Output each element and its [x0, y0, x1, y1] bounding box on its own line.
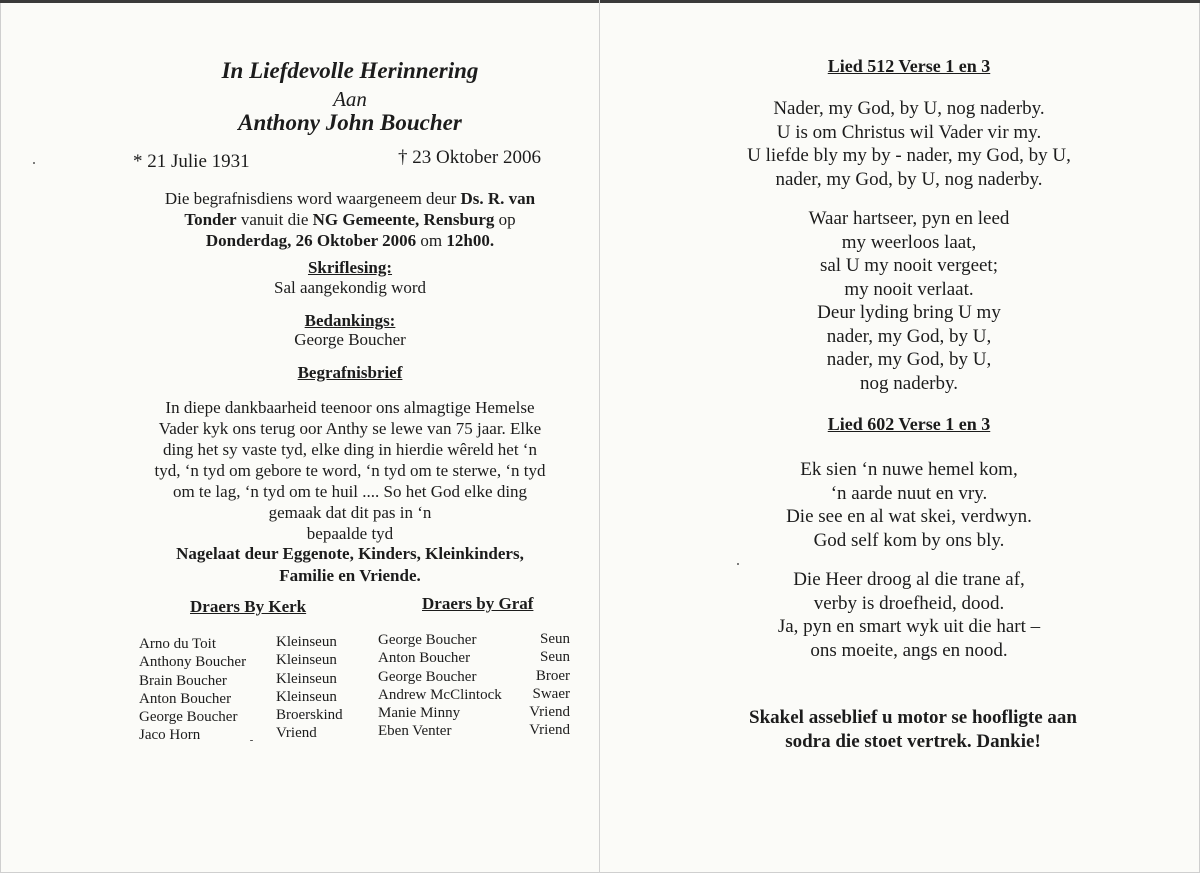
deceased-name: Anthony John Boucher — [238, 110, 462, 135]
graf-relation: Vriend — [529, 704, 570, 721]
service-time: 12h00. — [446, 231, 495, 250]
brief-line: tyd, ‘n tyd om gebore te word, ‘n tyd om te sterwe, ‘n tyd — [154, 461, 546, 480]
kerk-name: George Boucher — [139, 709, 238, 726]
skriflesing-text: Sal aangekondig word — [273, 278, 427, 297]
song2-verse1 — [699, 458, 1119, 552]
closing-line: Skakel asseblief u motor se hoofligte aan — [749, 707, 1077, 728]
kerk-relation: Vriend — [276, 725, 317, 742]
verse-line: nader, my God, by U, nog naderby. — [775, 168, 1043, 190]
draers-graf-names — [378, 632, 502, 742]
bedankings-title: Bedankings: — [304, 311, 396, 330]
memorial-heading: In Liefdevolle Herinnering — [221, 58, 479, 83]
kerk-name: Anton Boucher — [139, 690, 232, 707]
closing-line: sodra die stoet vertrek. Dankie! — [785, 731, 1041, 752]
minister-name-2: Tonder — [184, 210, 237, 229]
verse-line: Waar hartseer, pyn en leed — [808, 208, 1010, 229]
brief-line: bepaalde tyd — [306, 524, 394, 543]
begrafnisbrief-title: Begrafnisbrief — [297, 363, 403, 382]
paper-speck — [33, 162, 35, 164]
memorial-aan: Aan — [333, 87, 367, 111]
verse-line: my weerloos laat, — [841, 231, 977, 253]
nagelaat-line: Familie en Vriende. — [279, 566, 421, 585]
kerk-relation: Kleinseun — [276, 652, 337, 669]
paper-speck — [250, 740, 253, 741]
graf-relation: Vriend — [529, 722, 570, 739]
verse-line: U liefde bly my by - nader, my God, by U, — [747, 145, 1071, 166]
service-details — [40, 188, 660, 251]
graf-name: Eben Venter — [378, 723, 452, 740]
draers-kerk-relations — [276, 634, 343, 744]
draers-graf-title: Draers by Graf — [422, 594, 534, 613]
song1-title: Lied 512 Verse 1 en 3 — [827, 56, 991, 76]
graf-relation: Seun — [540, 649, 570, 666]
brief-line: om te lag, ‘n tyd om te huil .... So het God elke ding — [172, 482, 528, 501]
skriflesing-title: Skriflesing: — [307, 258, 393, 277]
song1-verse2 — [699, 207, 1119, 395]
service-text-2: vanuit die — [236, 210, 313, 229]
draers-kerk-title: Draers By Kerk — [190, 597, 307, 616]
graf-name: George Boucher — [378, 668, 477, 685]
closing-notice — [698, 706, 1128, 754]
verse-line: sal U my nooit vergeet; — [819, 255, 998, 276]
verse-line: God self kom by ons bly. — [813, 529, 1005, 551]
song2-verse2 — [699, 568, 1119, 662]
verse-line: ons moeite, angs en nood. — [810, 639, 1008, 661]
nagelaat-text — [30, 543, 670, 587]
kerk-name: Arno du Toit — [139, 636, 217, 652]
service-text-1: Die begrafnisdiens word waargeneem deur — [164, 189, 461, 208]
song2-title: Lied 602 Verse 1 en 3 — [827, 414, 991, 434]
left-panel — [0, 0, 599, 873]
verse-line: Ek sien ‘n nuwe hemel kom, — [800, 459, 1018, 480]
service-text-4: om — [416, 231, 447, 250]
graf-relation: Swaer — [532, 685, 570, 702]
verse-line: Deur lyding bring U my — [817, 302, 1001, 323]
brief-line: gemaak dat dit pas in ‘n — [268, 503, 432, 522]
brief-line: ding het sy vaste tyd, elke ding in hierdie wêreld het ‘n — [163, 440, 537, 459]
verse-line: my nooit verlaat. — [844, 278, 974, 300]
service-date: Donderdag, 26 Oktober 2006 — [205, 231, 417, 250]
verse-line: verby is droefheid, dood. — [813, 592, 1005, 614]
paper-speck — [737, 563, 739, 565]
kerk-relation: Kleinseun — [276, 634, 337, 650]
congregation-name: NG Gemeente, Rensburg — [312, 210, 495, 229]
kerk-name: Brain Boucher — [139, 672, 227, 689]
verse-line: nader, my God, by U, — [826, 325, 992, 347]
graf-relation: Broer — [535, 667, 570, 684]
draers-graf-relations — [522, 631, 570, 741]
verse-line: Nader, my God, by U, nog naderby. — [773, 98, 1045, 119]
graf-name: Andrew McClintock — [378, 686, 502, 703]
kerk-relation: Kleinseun — [276, 670, 337, 687]
birth-date: * 21 Julie 1931 — [133, 151, 250, 172]
graf-name: Anton Boucher — [378, 650, 471, 667]
kerk-relation: Broerskind — [276, 707, 343, 724]
verse-line: U is om Christus wil Vader vir my. — [776, 121, 1042, 143]
graf-name: Manie Minny — [378, 705, 461, 722]
graf-relation: Seun — [540, 631, 570, 647]
verse-line: nader, my God, by U, — [826, 349, 992, 370]
right-panel — [600, 0, 1200, 873]
brief-line: Vader kyk ons terug oor Anthy se lewe van 75 jaar. Elke — [158, 419, 542, 438]
death-date: † 23 Oktober 2006 — [398, 147, 542, 168]
verse-line: Ja, pyn en smart wyk uit die hart – — [777, 616, 1041, 637]
minister-name-1: Ds. R. van — [460, 189, 536, 208]
kerk-name: Anthony Boucher — [139, 654, 247, 671]
graf-name: George Boucher — [378, 632, 477, 648]
verse-line: Die see en al wat skei, verdwyn. — [786, 506, 1032, 527]
brief-line: In diepe dankbaarheid teenoor ons almagtige Hemelse — [165, 398, 535, 417]
bedankings-text: George Boucher — [294, 330, 406, 349]
kerk-relation: Kleinseun — [276, 688, 337, 705]
song1-verse1 — [699, 97, 1119, 191]
service-text-3: op — [494, 210, 516, 229]
verse-line: ‘n aarde nuut en vry. — [830, 482, 988, 504]
draers-kerk-names — [139, 636, 246, 746]
begrafnisbrief-text — [30, 397, 670, 544]
verse-line: Die Heer droog al die trane af, — [793, 569, 1025, 590]
verse-line: nog naderby. — [860, 372, 958, 394]
nagelaat-line: Nagelaat deur Eggenote, Kinders, Kleinkinders, — [176, 544, 524, 563]
kerk-name: Jaco Horn — [139, 727, 201, 744]
